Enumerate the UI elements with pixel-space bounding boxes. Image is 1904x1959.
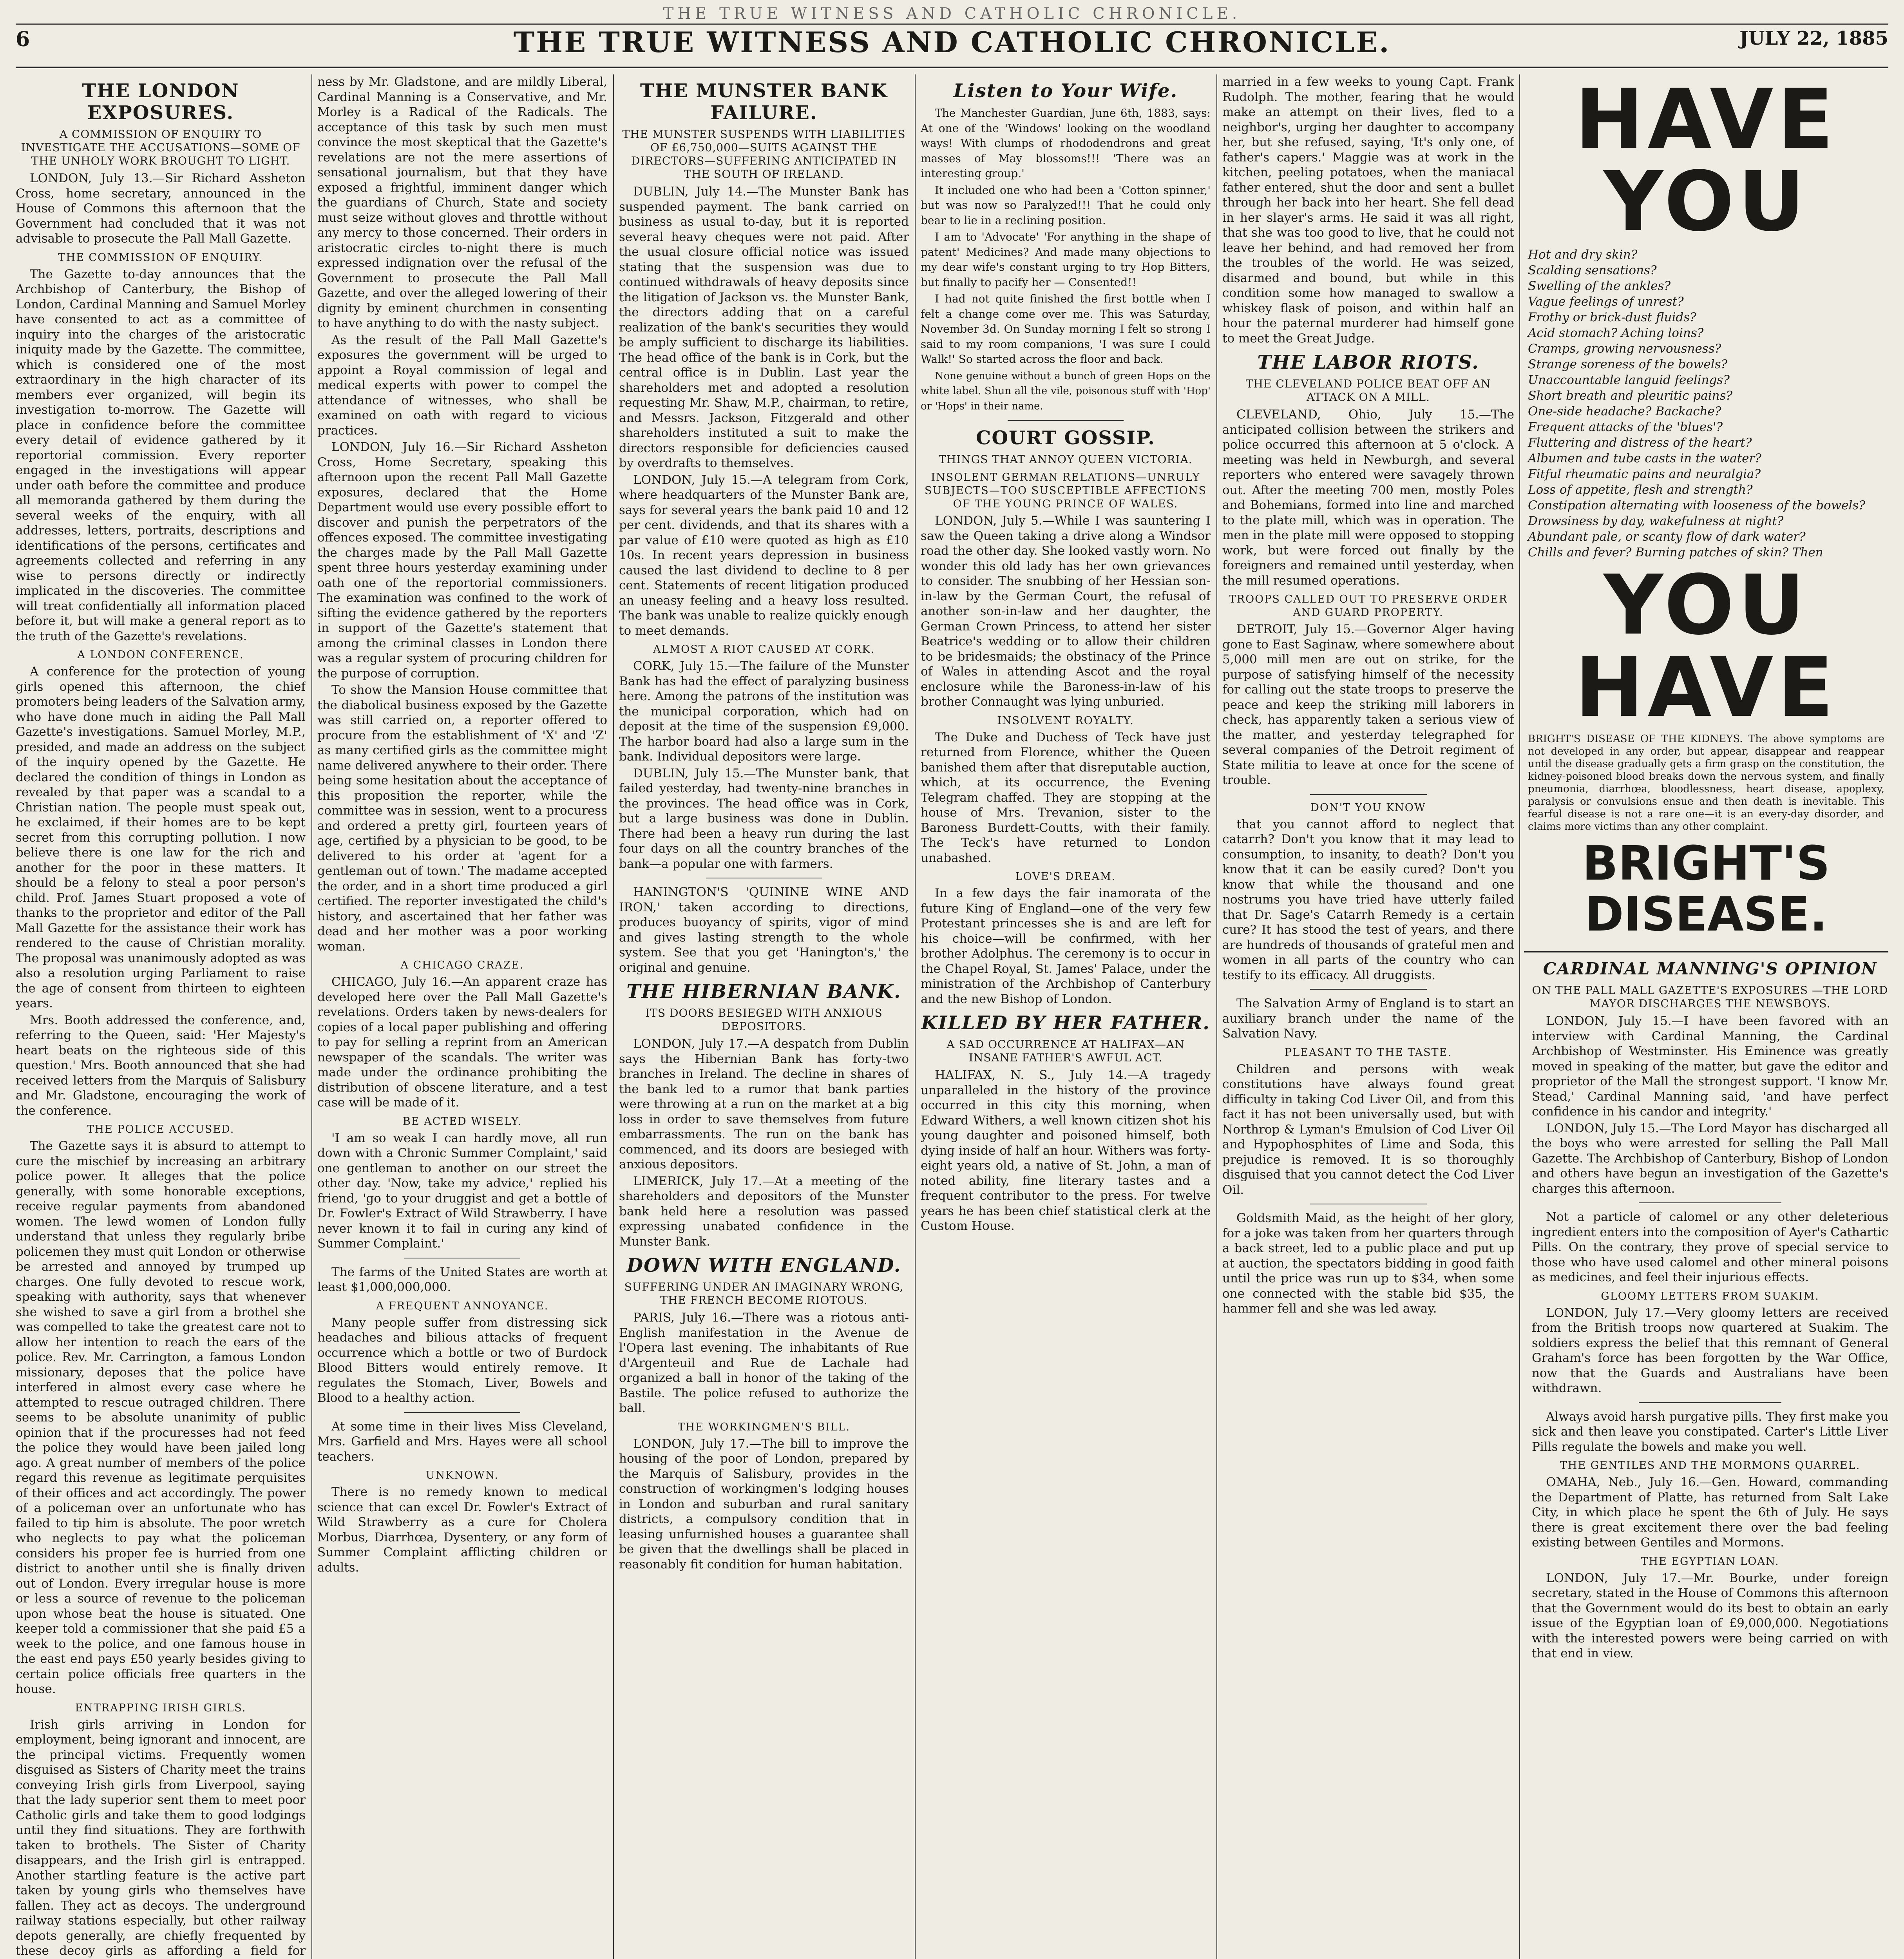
paragraph: that you cannot afford to neglect that catarrh? Don't you know that it may lead to consumption, to insanity, to death? Don't you know that it can be easily cured? Don't you know that while the thousand and one nostrums you have tried have utterly failed that Dr. Sage's Catarrh Remedy is a certain cure? It has stood the test of years, and there are hundreds of thousands of grateful men and women in all parts of the country who can testify to its efficacy. All druggists. bbox=[1222, 817, 1514, 982]
column-divider bbox=[915, 74, 916, 1959]
symptom-item: Hot and dry skin? bbox=[1528, 248, 1638, 262]
symptom-item: Frequent attacks of the 'blues'? bbox=[1528, 420, 1723, 434]
paragraph: LONDON, July 17.—A despatch from Dublin says the Hibernian Bank has forty-two branches in Ireland. The decline in shares of the bank led to a rumor that bank parties were throwing at a run on the market at a big loss in order to save themselves from future embarrassments. The run on the bank has commenced, and its doors are besieged with anxious depositors. bbox=[619, 1037, 909, 1171]
ad-headline-brights-disease: BRIGHT'S DISEASE. bbox=[1582, 836, 1830, 942]
paragraph: married in a few weeks to young Capt. Frank Rudolph. The mother, fearing that he would make an attempt on their lives, fled to a neighbor's, urging her daughter to accompany her, but she refused, saying, 'It's only one, of father's capers.' Maggie was at work in the kitchen, peeling potatoes, when the maniacal father entered, shut the door and sent a bullet through her back into her heart. She fell dead in her slayer's arms. He said it was all right, that she was too good to live, that he could not leave her behind, and had removed her from the troubles of the world. He was seized, disarmed and bound, but while in this condition some how managed to swallow a whiskey flask of poison, and within half an hour the paternal murderer had himself gone to meet the Great Judge. bbox=[1222, 75, 1514, 346]
separator bbox=[1310, 794, 1427, 795]
paragraph: 'I am so weak I can hardly move, all run down with a Chronic Summer Complaint,' said one gentleman to another on our street the other day. 'Now, take my advice,' replied his friend, 'go to your druggist and get a bottle of Dr. Fowler's Extract of Wild Strawberry. I have never known it to fail in curing any kind of Summer Complaint.' bbox=[317, 1131, 607, 1251]
symptom-item: Cramps, growing nervousness? bbox=[1528, 342, 1721, 356]
paragraph: PARIS, July 16.—There was a riotous anti-English manifestation in the Avenue de l'Opera last evening. The inhabitants of Rue d'Argenteuil and Rue de Lachale had organized a ball in honor of the taking of the Bastile. The police refused to authorize the ball. bbox=[619, 1311, 909, 1415]
paragraph: I had not quite finished the first bottle when I felt a change come over me. This was Saturday, November 3d. On Sunday morning I felt so strong I said to my room companions, 'I was sure I could Walk!' So started across the floor and back. bbox=[921, 292, 1211, 366]
paragraph: DUBLIN, July 14.—The Munster Bank has suspended payment. The bank carried on business as usual to-day, but it is reported several heavy cheques were not paid. After the usual closure official notice was issued stating that the suspension was due to continued withdrawals of heavy deposits since the litigation of Jackson vs. the Munster Bank, the directors adding that on a careful realization of the bank's securities they would be amply sufficient to discharge its liabilities. The head office of the bank is in Cork, but the central office is in Dublin. Last year the shareholders met and adopted a resolution requesting Mr. Shaw, M.P., chairman, to retire, and Messrs. Jackson, Fitzgerald and other shareholders instituted a suit to make the directors responsible for deficiencies caused by overdrafts to themselves. bbox=[619, 185, 909, 470]
paragraph: The farms of the United States are worth at least $1,000,000,000. bbox=[317, 1265, 607, 1294]
side-heading: A CHICAGO CRAZE. bbox=[400, 959, 524, 971]
side-heading: LOVE'S DREAM. bbox=[1015, 871, 1116, 883]
symptom-item: Fitful rheumatic pains and neuralgia? bbox=[1528, 467, 1761, 481]
side-heading: BE ACTED WISELY. bbox=[403, 1115, 522, 1128]
side-heading: ENTRAPPING IRISH GIRLS. bbox=[75, 1702, 246, 1714]
symptom-item: One-side headache? Backache? bbox=[1528, 404, 1721, 418]
symptom-item: Strange soreness of the bowels? bbox=[1528, 357, 1728, 371]
article-subheading: A COMMISSION OF ENQUIRY TO INVESTIGATE THE ACCUSATIONS—SOME OF THE UNHOLY WORK BROUGHT TO LIGHT. bbox=[21, 128, 300, 167]
paragraph: LIMERICK, July 17.—At a meeting of the shareholders and depositors of the Munster bank held here a resolution was passed expressing unabated confidence in the Munster Bank. bbox=[619, 1174, 909, 1249]
symptom-item: Unaccountable languid feelings? bbox=[1528, 373, 1730, 387]
side-heading: THE EGYPTIAN LOAN. bbox=[1641, 1555, 1779, 1568]
paragraph: To show the Mansion House committee that the diabolical business exposed by the Gazette was still carried on, a reporter offered to procure from the establishment of 'X' and 'Z' as many certified girls as the committee might name delivered anywhere to their order. There being some hesitation about the acceptance of this proposition the reporter, while the committee was in session, went to a procuress and ordered a pretty girl, fourteen years of age, certified by a physician to be good, to be delivered to his order at 'agent for a gentleman out of town.' The madame accepted the order, and in a short time produced a girl certified. The reporter investigated the child's history, and ascertained that her father was dead and her mother was a poor working woman. bbox=[317, 683, 607, 954]
symptom-item: Loss of appetite, flesh and strength? bbox=[1528, 483, 1753, 497]
issue-date: JULY 22, 1885 bbox=[1739, 27, 1888, 49]
article-heading: THE HIBERNIAN BANK. bbox=[626, 981, 901, 1003]
ad-heading: Listen to Your Wife. bbox=[953, 80, 1178, 102]
ad-headline-have-you: HAVE YOU bbox=[1575, 74, 1837, 250]
paragraph: ness by Mr. Gladstone, and are mildly Liberal, Cardinal Manning is a Conservative, and Mr. Morley is a Radical of the Radicals. The acceptance of this task by such men must convince the most skeptical that the Gazette's revelations are not the mere assertions of sensational journalism, but that they have exposed a frightful, imminent danger which the guardians of Church, State and society must seize without gloves and throttle without any mercy to those concerned. Their orders in aristocratic circles to-night there is much expressed indignation over the refusal of the Government to prosecute the Pall Mall Gazette, and over the alleged lowering of their dignity by eminent churchmen in consenting to have anything to do with the nasty subject. bbox=[317, 75, 607, 330]
paragraph: OMAHA, Neb., July 16.—Gen. Howard, commanding the Department of Platte, has returned from Salt Lake City, in which place he spent the 6th of July. He says there is great excitement there over the bad feeling existing between Gentiles and Mormons. bbox=[1532, 1475, 1888, 1550]
side-heading: TROOPS CALLED OUT TO PRESERVE ORDER AND GUARD PROPERTY. bbox=[1229, 593, 1508, 619]
symptom-item: Chills and fever? Burning patches of skin? Then bbox=[1528, 545, 1823, 559]
paragraph: In a few days the fair inamorata of the future King of England—one of the very few Protestant princesses she is and are left for his choice—will be confirmed, with her brother Adolphus. The ceremony is to occur in the Chapel Royal, St. James' Palace, under the ministration of the Archbishop of Canterbury and the new Bishop of London. bbox=[921, 886, 1211, 1006]
paragraph: Irish girls arriving in London for employment, being ignorant and innocent, are the principal victims. Frequently women disguised as Sisters of Charity meet the trains conveying Irish girls from Liverpool, saying that the lady superior sent them to meet poor Catholic girls and take them to good lodgings until they find situations. They are forthwith taken to brothels. The Sister of Charity disappears, and the Irish girl is entrapped. Another startling feature is the active part taken by young girls who themselves have fallen. They act as decoys. The underground railway stations especially, but other railway depots generally, are chiefly frequented by these decoy girls as affording a field for bbox=[16, 1717, 306, 1958]
side-heading: THE POLICE ACCUSED. bbox=[87, 1123, 235, 1135]
paragraph: Mrs. Booth addressed the conference, and, referring to the Queen, said: 'Her Majesty's heart beats on the righteous side of this question.' Mrs. Booth announced that she had received letters from the Marquis of Salisbury and Mr. Gladstone, encouraging the work of the conference. bbox=[16, 1013, 306, 1118]
article-heading: THE MUNSTER BANK FAILURE. bbox=[640, 80, 888, 124]
masthead bbox=[16, 4, 1888, 63]
side-heading: PLEASANT TO THE TASTE. bbox=[1285, 1046, 1452, 1059]
symptom-item: Drowsiness by day, wakefulness at night? bbox=[1528, 514, 1784, 528]
column-4 bbox=[921, 74, 1211, 1959]
column-divider bbox=[613, 74, 614, 1959]
paragraph: CHICAGO, July 16.—An apparent craze has developed here over the Pall Mall Gazette's revelations. Orders taken by news-dealers for copies of a local paper publishing and offering to pay for selling a reprint from an American newspaper of the scandals. The writer was made under the ordinance prohibiting the distribution of obscene literature, and a test case will be made of it. bbox=[317, 975, 607, 1110]
article-heading: COURT GOSSIP. bbox=[976, 427, 1155, 449]
paragraph: The Duke and Duchess of Teck have just returned from Florence, whither the Queen banished them after that disreputable auction, which, at its occurrence, the Evening Telegram chaffed. They are stopping at the house of Mrs. Trevanion, sister to the Baroness Burdett-Coutts, with their family. The Teck's have returned to London unabashed. bbox=[921, 730, 1211, 865]
paragraph: CLEVELAND, Ohio, July 15.—The anticipated collision between the strikers and police occurred this afternoon at 5 o'clock. A meeting was held in Newburgh, and several reporters who entered were savagely thrown out. After the meeting 700 men, mostly Poles and Bohemians, formed into line and marched to the plate mill, which was in operation. The men in the plate mill were opposed to stopping work, but were forced out finally by the foreigners and remained until yesterday, when the mill resumed operations. bbox=[1222, 407, 1514, 588]
paragraph: DUBLIN, July 15.—The Munster bank, that failed yesterday, had twenty-nine branches in the provinces. The head office was in Cork, but a large business was done in Dublin. There had been a heavy run during the last four days on all the country branches of the bank—a popular one with farmers. bbox=[619, 766, 909, 871]
paragraph: The Gazette says it is absurd to attempt to cure the mischief by increasing an arbitrary police power. It alleges that the police generally, with some honorable exceptions, receive regular payments from abandoned women. The lewd women of London fully understand that unless they regularly bribe policemen they must quit London or otherwise be arrested and annoyed by trumped up charges. One fully devoted to rescue work, speaking with authority, says that whenever she wished to save a girl from a brothel she was compelled to take the greatest care not to allow her intention to reach the ears of the police. Rev. Mr. Carrington, a famous London missionary, deposes that the police have interfered in almost every case where he attempted to rescue outraged children. There seems to be absolute unanimity of public opinion that if the procuresses had not feed the police they would have been jailed long ago. A great number of members of the police regard this revenue as legitimate perquisites of their offices and act accordingly. The power of a policeman over an unfortunate who has failed to tip him is absolute. The poor wretch who neglects to pay what the policeman considers his proper fee is hurried from one district to another until she is finally driven out of London. Every irregular house is more or less a source of revenue to the policeman upon whose beat the house is situated. One keeper told a commissioner that she paid £5 a week to the police, and one famous house in the east end pays £50 yearly besides giving to certain police officials free quarters in the house. bbox=[16, 1139, 306, 1696]
symptom-item: Acid stomach? Aching loins? bbox=[1528, 326, 1704, 340]
column-6-articles bbox=[1532, 958, 1888, 1661]
paragraph: A conference for the protection of young girls opened this afternoon, the chief promoters being leaders of the Salvation army, who have done much in aiding the Pall Mall Gazette's investigations. Samuel Morley, M.P., presided, and made an address on the subject of the inquiry opened by the Gazette. He declared the condition of things in London as revealed by that paper was a scandal to a Christian nation. The people must speak out, he exclaimed, if their homes are to be kept secret from this corrupting pollution. I now believe there is one law for the rich and another for the poor in these matters. It should be a felony to steal a poor person's child. Prof. James Stuart proposed a vote of thanks to the proprietor and editor of the Pall Mall Gazette for the assistance their work has rendered to the cause of Christian morality. The proposal was unanimously adopted as was also a resolution urging Parliament to raise the age of consent from thirteen to eighteen years. bbox=[16, 664, 306, 1010]
column-1 bbox=[16, 74, 306, 1959]
paragraph: LONDON, July 13.—Sir Richard Assheton Cross, home secretary, announced in the House of Commons this afternoon that the Government had concluded that it was not advisable to prosecute the Pall Mall Gazette. bbox=[16, 171, 306, 246]
side-heading: THE WORKINGMEN'S BILL. bbox=[677, 1421, 851, 1433]
article-subheading: THINGS THAT ANNOY QUEEN VICTORIA. bbox=[939, 453, 1193, 466]
column-2 bbox=[317, 74, 607, 1959]
paragraph: LONDON, July 5.—While I was sauntering I saw the Queen taking a drive along a Windsor road the other day. She looked vastly worn. No wonder this old lady has her own grievances to consider. The snubbing of her Hessian son-in-law by the German Court, the refusal of another son-in-law and her daughter, the German Crown Princess, to attend her sister Beatrice's wedding or to allow their children to be bridesmaids; the obstinacy of the Prince of Wales in attending Ascot and the royal enclosure while the Baroness-in-law of his brother Connaught was lying unburied. bbox=[921, 514, 1211, 709]
column-6 bbox=[1524, 74, 1888, 1959]
paragraph: I am to 'Advocate' 'For anything in the shape of patent' Medicines? And made many objections to my dear wife's constant urging to try Hop Bitters, but finally to pacify her — Consented!! bbox=[921, 230, 1211, 289]
bright-disease-ad bbox=[1524, 74, 1888, 952]
paragraph: Always avoid harsh purgative pills. They first make you sick and then leave you constipated. Carter's Little Liver Pills regulate the bowels and make you well. bbox=[1532, 1409, 1888, 1454]
symptom-item: Swelling of the ankles? bbox=[1528, 279, 1671, 293]
paragraph: LONDON, July 15.—I have been favored with an interview with Cardinal Manning, the Cardinal Archbishop of Westminster. His Eminence was greatly moved in speaking of the matter, but gave the editor and proprietor of the Mall the strongest support. 'I know Mr. Stead,' Cardinal Manning said, 'and have perfect confidence in his candor and integrity.' bbox=[1532, 1014, 1888, 1119]
paragraph: LONDON, July 16.—Sir Richard Assheton Cross, Home Secretary, speaking this afternoon upon the recent Pall Mall Gazette exposures, declared that the Home Department would use every possible effort to discover and punish the perpetrators of the offences exposed. The committee investigating the charges made by the Pall Mall Gazette spent three hours yesterday examining under oath one of the reportorial commissioners. The examination was confined to the work of sifting the evidence gathered by the reporters in support of the Gazette's statement that among the criminal classes in London there was a regular system of procuring children for the purpose of corruption. bbox=[317, 440, 607, 681]
article-heading: KILLED BY HER FATHER. bbox=[921, 1012, 1210, 1034]
paragraph: LONDON, July 15.—The Lord Mayor has discharged all the boys who were arrested for selling the Pall Mall Gazette. The Archbishop of Canterbury, Bishop of London and others have begun an investigation of the Gazette's charges this afternoon. bbox=[1532, 1121, 1888, 1196]
symptom-item: Constipation alternating with looseness of the bowels? bbox=[1528, 498, 1865, 512]
column-3 bbox=[619, 74, 909, 1959]
symptom-item: Vague feelings of unrest? bbox=[1528, 295, 1684, 309]
article-heading: CARDINAL MANNING'S OPINION bbox=[1543, 959, 1877, 978]
paragraph: Children and persons with weak constitutions have always found great difficulty in taking Cod Liver Oil, and from this fact it has not been universally used, but with Northrop & Lyman's Emulsion of Cod Liver Oil and Hypophosphites of Lime and Soda, this prejudice is removed. It is so thoroughly disguised that you cannot detect the Cod Liver Oil. bbox=[1222, 1062, 1514, 1197]
paragraph: LONDON, July 15.—A telegram from Cork, where headquarters of the Munster Bank are, says for several years the bank paid 10 and 12 per cent. dividends, and that its shares with a par value of £10 were quoted as high as £10 10s. In recent years depression in business caused the last dividend to decline to 8 per cent. Statements of recent litigation produced an uneasy feeling and a heavy loss resulted. The bank was unable to realize quickly enough to meet demands. bbox=[619, 473, 909, 638]
paragraph: DETROIT, July 15.—Governor Alger having gone to East Saginaw, where somewhere about 5,000 mill men are out on strike, for the purpose of satisfying himself of the necessity for calling out the state troops to preserve the peace and keep the striking mill laborers in check, has apparently taken a serious view of the matter, and yesterday telegraphed for several companies of the Detroit regiment of State militia to leave at once for the scene of trouble. bbox=[1222, 622, 1514, 787]
side-heading: DON'T YOU KNOW bbox=[1310, 801, 1426, 814]
paragraph: There is no remedy known to medical science that can excel Dr. Fowler's Extract of Wild Strawberry as a cure for Cholera Morbus, Diarrhœa, Dysentery, or any form of Summer Complaint afflicting children or adults. bbox=[317, 1485, 607, 1575]
article-subheading: SUFFERING UNDER AN IMAGINARY WRONG, THE FRENCH BECOME RIOTOUS. bbox=[624, 1280, 904, 1307]
paragraph: The Salvation Army of England is to start an auxiliary branch under the name of the Salvation Navy. bbox=[1222, 996, 1514, 1041]
article-heading: DOWN WITH ENGLAND. bbox=[626, 1255, 901, 1276]
column-5 bbox=[1222, 74, 1514, 1959]
separator bbox=[1639, 1402, 1781, 1403]
column-divider bbox=[311, 74, 312, 1959]
symptom-item: Abundant pale, or scanty flow of dark water? bbox=[1528, 530, 1806, 544]
article-subheading: THE MUNSTER SUSPENDS WITH LIABILITIES OF £6,750,000—SUITS AGAINST THE DIRECTORS—SUFFERING ANTICIPATED IN THE SOUTH OF IRELAND. bbox=[622, 128, 906, 181]
paragraph: HANINGTON'S 'QUININE WINE AND IRON,' taken according to directions, produces buoyancy of spirits, vigor of mind and gives lasting strength to the whole system. See that you get 'Hanington's,' the original and genuine. bbox=[619, 885, 909, 975]
paragraph: As the result of the Pall Mall Gazette's exposures the government will be urged to appoint a Royal commission of legal and medical experts with power to compel the attendance of witnesses, who shall be examined on oath with regard to vicious practices. bbox=[317, 333, 607, 438]
article-heading: THE LONDON EXPOSURES. bbox=[82, 80, 239, 124]
paragraph: LONDON, July 17.—The bill to improve the housing of the poor of London, prepared by the Marquis of Salisbury, provides in the construction of workingmen's lodging houses in London and suburban and rural sanitary districts, a compulsory condition that in leasing unfurnished houses a guarantee shall be given that the dwellings shall be placed in reasonably fit condition for human habitation. bbox=[619, 1436, 909, 1572]
paragraph: It included one who had been a 'Cotton spinner,' but was now so Paralyzed!!! That he could only bear to lie in a reclining position. bbox=[921, 183, 1211, 227]
side-heading: INSOLENT GERMAN RELATIONS—UNRULY SUBJECTS—TOO SUSCEPTIBLE AFFECTIONS OF THE YOUNG PRINCE OF WALES. bbox=[925, 471, 1207, 510]
column-divider bbox=[1519, 74, 1520, 1959]
paragraph: The Gazette to-day announces that the Archbishop of Canterbury, the Bishop of London, Cardinal Manning and Samuel Morley have consented to act as a committee of inquiry into the charges of the aristocratic iniquity made by the Gazette. The committee, which is considered one of the most extraordinary in the high character of its members ever organized, will begin its investigation to-morrow. The Gazette will place in confidence before the committee every detail of evidence gathered by it reportorial commission. Every reporter engaged in the investigations will appear under oath before the committee and produce all memoranda gathered by them during the several weeks of the enquiry, with all addresses, letters, portraits, descriptions and identifications of the persons, certificates and agreements collected and referring in any wise to persons directly or indirectly implicated in the discoveries. The committee will treat confidentially all information placed before it, but will make a general report as to the truth of the Gazette's revelations. bbox=[16, 267, 306, 643]
paragraph: At some time in their lives Miss Cleveland, Mrs. Garfield and Mrs. Hayes were all school teachers. bbox=[317, 1419, 607, 1464]
article-subheading: A SAD OCCURRENCE AT HALIFAX—AN INSANE FATHER'S AWFUL ACT. bbox=[947, 1038, 1185, 1064]
symptom-item: Short breath and pleuritic pains? bbox=[1528, 389, 1733, 403]
side-heading: INSOLVENT ROYALTY. bbox=[997, 714, 1134, 727]
article-heading: THE LABOR RIOTS. bbox=[1257, 351, 1479, 373]
ad-body: BRIGHT'S DISEASE OF THE KIDNEYS. The above symptoms are not developed in any order, but appear, disappear and reappear until the disease gradually gets a firm grasp on the constitution, the kidney-poisoned blood breaks down the nervous system, and finally pneumonia, diarrhœa, bloodlessness, heart disease, apoplexy, paralysis or convulsions ensue and then death is inevitable. This fearful disease is not a rare one—it is an every-day disorder, and claims more victims than any other complaint. bbox=[1528, 733, 1884, 833]
side-heading: A LONDON CONFERENCE. bbox=[77, 649, 244, 661]
symptom-item: Frothy or brick-dust fluids? bbox=[1528, 310, 1696, 324]
side-heading: A FREQUENT ANNOYANCE. bbox=[376, 1300, 549, 1312]
paragraph: LONDON, July 17.—Very gloomy letters are received from the British troops now quartered at Suakim. The soldiers express the belief that this remnant of General Graham's force has been forgotten by the War Office, now that the Guards and Australians have been withdrawn. bbox=[1532, 1305, 1888, 1395]
paragraph: Many people suffer from distressing sick headaches and bilious attacks of frequent occurrence which a bottle or two of Burdock Blood Bitters would entirely remove. It regulates the Stomach, Liver, Bowels and Blood to a healthy action. bbox=[317, 1315, 607, 1405]
separator bbox=[1639, 1202, 1781, 1203]
separator bbox=[404, 1412, 520, 1413]
side-heading: THE GENTILES AND THE MORMONS QUARREL. bbox=[1560, 1459, 1861, 1472]
separator bbox=[1008, 420, 1124, 421]
paragraph: LONDON, July 17.—Mr. Bourke, under foreign secretary, stated in the House of Commons this afternoon that the Government would do its best to obtain an early issue of the Egyptian loan of £9,000,000. Negotiations with the interested powers were being carried on with that end in view. bbox=[1532, 1571, 1888, 1660]
page-number: 6 bbox=[16, 27, 31, 51]
ad-headline-you-have: YOU HAVE bbox=[1575, 557, 1837, 735]
article-subheading: ITS DOORS BESIEGED WITH ANXIOUS DEPOSITORS. bbox=[645, 1007, 883, 1033]
symptom-item: Scalding sensations? bbox=[1528, 263, 1657, 277]
article-subheading: ON THE PALL MALL GAZETTE'S EXPOSURES —THE LORD MAYOR DISCHARGES THE NEWSBOYS. bbox=[1532, 984, 1888, 1010]
paragraph: None genuine without a bunch of green Hops on the white label. Shun all the vile, poisonous stuff with 'Hop' or 'Hops' in their name. bbox=[921, 370, 1211, 412]
side-heading: ALMOST A RIOT CAUSED AT CORK. bbox=[653, 643, 875, 655]
side-heading: THE COMMISSION OF ENQUIRY. bbox=[58, 251, 263, 264]
symptom-item: Albumen and tube casts in the water? bbox=[1528, 451, 1761, 465]
paragraph: CORK, July 15.—The failure of the Munster Bank has had the effect of paralyzing business here. Among the patrons of the institution was the municipal corporation, which had on deposit at the time of the suspension £9,000. The harbor board had also a large sum in the bank. Individual depositors were large. bbox=[619, 659, 909, 764]
article-subheading: THE CLEVELAND POLICE BEAT OFF AN ATTACK ON A MILL. bbox=[1245, 377, 1491, 404]
column-divider bbox=[1216, 74, 1217, 1959]
paragraph: HALIFAX, N. S., July 14.—A tragedy unparalleled in the history of the province occurred in this city this morning, when Edward Withers, a well known citizen shot his young daughter and poisoned himself, both dying inside of half an hour. Withers was forty-eight years old, a native of St. John, a man of noted ability, fine literary tastes and a frequent contributor to the press. For twelve years he has been chief statistical clerk at the Custom House. bbox=[921, 1068, 1211, 1233]
paragraph: Not a particle of calomel or any other deleterious ingredient enters into the composition of Ayer's Cathartic Pills. On the contrary, they prove of special service to those who have used calomel and other mineral poisons as medicines, and feel their injurious effects. bbox=[1532, 1210, 1888, 1284]
symptom-list bbox=[1528, 247, 1884, 560]
newspaper-title: THE TRUE WITNESS AND CATHOLIC CHRONICLE. bbox=[513, 25, 1391, 59]
side-heading: GLOOMY LETTERS FROM SUAKIM. bbox=[1601, 1290, 1819, 1302]
paragraph: The Manchester Guardian, June 6th, 1883, says: At one of the 'Windows' looking on the woodland ways! With clumps of rhododendrons and great masses of May blossoms!!! 'There was an interesting group.' bbox=[921, 107, 1211, 180]
side-heading: UNKNOWN. bbox=[425, 1469, 499, 1481]
masthead-rule bbox=[16, 67, 1888, 68]
paragraph: Goldsmith Maid, as the height of her glory, for a joke was taken from her quarters through a back street, led to a public place and put up at auction, the spectators bidding in good faith until the price was run up to $34, when some one connected with the stable bid $35, the hammer fell and she was led away. bbox=[1222, 1211, 1514, 1316]
symptom-item: Fluttering and distress of the heart? bbox=[1528, 436, 1752, 450]
separator bbox=[1310, 989, 1427, 990]
masthead-top-line: THE TRUE WITNESS AND CATHOLIC CHRONICLE. bbox=[16, 4, 1888, 25]
